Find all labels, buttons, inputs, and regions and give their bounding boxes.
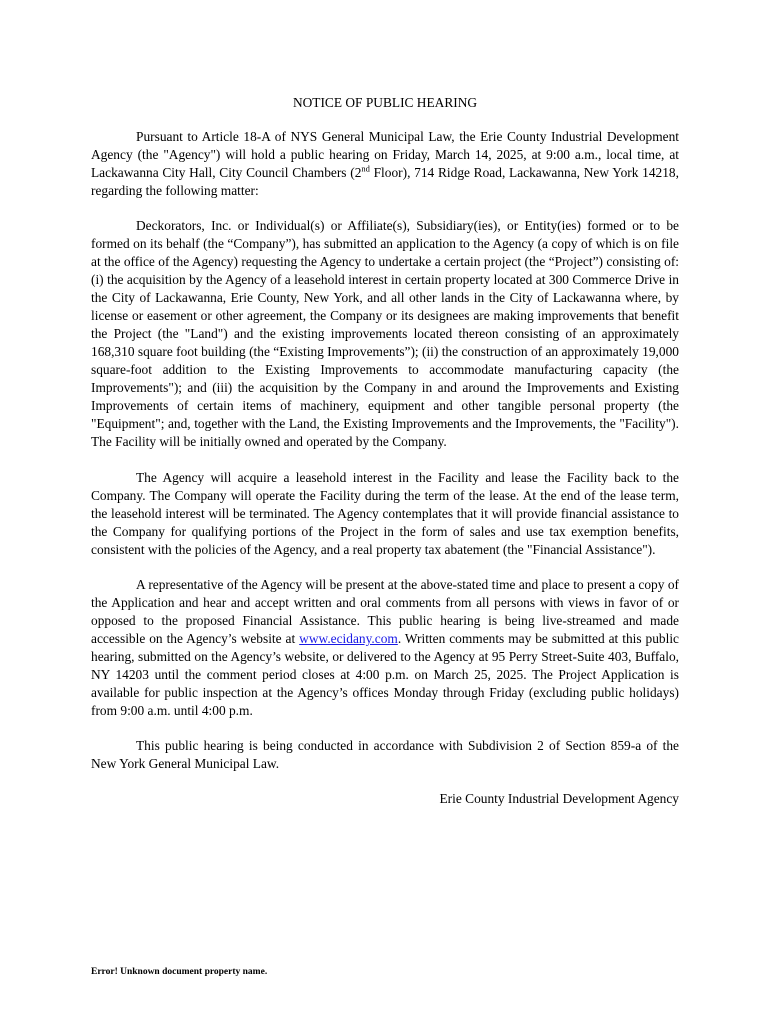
agency-signature: Erie County Industrial Development Agency [439, 791, 679, 806]
notice-body [91, 128, 679, 825]
public-comments-text-continued: . Written comments may be submitted at this public hearing, submitted on the Agency’s website, or delivered to the Agency at 95 Perry Street-Suite 403, Buffalo, NY 14203 until the comment period closes at 4:00 p.m. on March 25, 2025. The Project Application is available for public inspection at the Agency’s offices Monday through Friday (excluding public holidays) from 9:00 a.m. until 4:00 p.m. [91, 631, 679, 718]
paragraph-public-comments [91, 576, 679, 720]
hearing-details-text-continued: Floor), 714 Ridge Road, Lackawanna, New York 14218, regarding the following matter: [91, 165, 679, 198]
footer-error-text: Error! Unknown document property name. [91, 967, 268, 977]
paragraph-legal-authority: This public hearing is being conducted in accordance with Subdivision 2 of Section 859-a of the New York General Municipal Law. [91, 738, 679, 771]
agency-website-link[interactable]: www.ecidany.com [299, 631, 398, 646]
notice-title: NOTICE OF PUBLIC HEARING [292, 95, 478, 110]
paragraph-hearing-details [91, 128, 679, 200]
hearing-details-text: Pursuant to Article 18-A of NYS General Municipal Law, the Erie County Industrial Development Agency (the "Agency") will hold a public hearing on Friday, March 14, 2025, at 9:00 a.m., local time, at Lackawanna City Hall, City Council Chambers (2 [91, 129, 679, 180]
paragraph-project-description: Deckorators, Inc. or Individual(s) or Affiliate(s), Subsidiary(ies), or Entity(ies) formed or to be formed on its behalf (the “Company”), has submitted an application to the Agency (a copy of which is on file at the office of the Agency) requesting the Agency to undertake a certain project (the “Project”) consisting of: (i) the acquisition by the Agency of a leasehold interest in certain property located at 300 Commerce Drive in the City of Lackawanna, Erie County, New York, and all other lands in the City of Lackawanna where, by license or easement or other agreement, the Company or its designees are making improvements that benefit the Project (the "Land") and the existing improvements located thereon consisting of an approximately 168,310 square foot building (the “Existing Improvements”); (ii) the construction of an approximately 19,000 square-foot addition to the Existing Improvements to accommodate manufacturing capacity (the Improvements"); and (iii) the acquisition by the Company in and around the Improvements and Existing Improvements of certain items of machinery, equipment and other tangible personal property (the "Equipment"; and, together with the Land, the Existing Improvements and the Improvements, the "Facility"). The Facility will be initially owned and operated by the Company. [91, 218, 679, 449]
ordinal-superscript: nd [361, 163, 370, 174]
public-comments-text: A representative of the Agency will be present at the above-stated time and place to present a copy of the Application and hear and accept written and oral comments from all persons with views in favor of or opposed to the proposed Financial Assistance. This public hearing is being live-streamed and made accessible on the Agency’s website at [91, 577, 679, 646]
paragraph-financial-assistance: The Agency will acquire a leasehold interest in the Facility and lease the Facility back to the Company. The Company will operate the Facility during the term of the lease. At the end of the lease term, the leasehold interest will be terminated. The Agency contemplates that it will provide financial assistance to the Company for qualifying portions of the Project in the form of sales and use tax exemption benefits, consistent with the policies of the Agency, and a real property tax abatement (the "Financial Assistance"). [91, 470, 679, 557]
